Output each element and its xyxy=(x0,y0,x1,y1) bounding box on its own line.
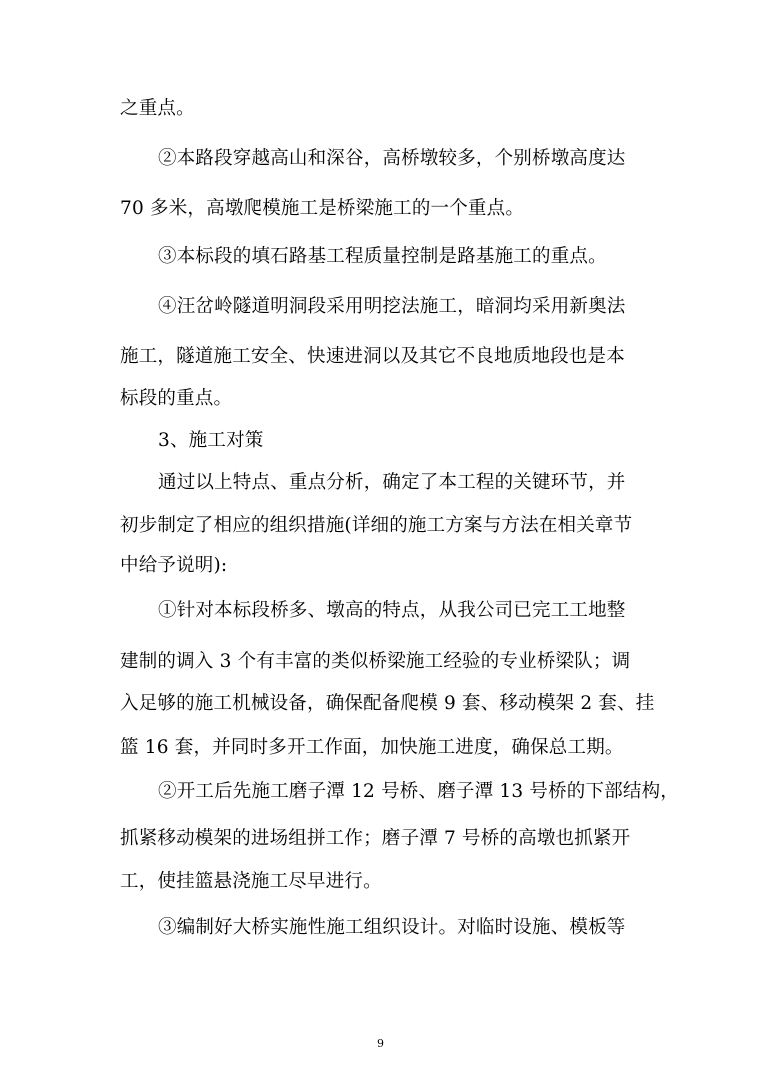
text-line: ④汪岔岭隧道明洞段采用明挖法施工，暗洞均采用新奥法 xyxy=(158,296,626,317)
text-line: 标段的重点。 xyxy=(120,388,233,409)
text-line: 抓紧移动模架的进场组拼工作；磨子潭 7 号桥的高墩也抓紧开 xyxy=(120,828,631,849)
text-line: 初步制定了相应的组织措施(详细的施工方案与方法在相关章节 xyxy=(120,515,633,536)
page-number: 9 xyxy=(377,1037,384,1050)
text-line: ②本路段穿越高山和深谷，高桥墩较多，个别桥墩高度达 xyxy=(158,148,626,169)
text-line: 工，使挂篮悬浇施工尽早进行。 xyxy=(120,871,382,892)
text-line: 建制的调入 3 个有丰富的类似桥梁施工经验的专业桥梁队；调 xyxy=(120,651,631,672)
text-line: 施工，隧道施工安全、快速进洞以及其它不良地质地段也是本 xyxy=(120,346,625,367)
text-line: 之重点。 xyxy=(120,98,195,119)
text-line: 篮 16 套，并同时多开工作面，加快施工进度，确保总工期。 xyxy=(120,737,624,758)
text-line: 通过以上特点、重点分析，确定了本工程的关键环节，并 xyxy=(158,472,626,493)
text-line: 入足够的施工机械设备，确保配备爬模 9 套、移动模架 2 套、挂 xyxy=(120,693,655,714)
text-line: ②开工后先施工磨子潭 12 号桥、磨子潭 13 号桥的下部结构， xyxy=(158,781,680,802)
section-heading: 3、施工对策 xyxy=(158,430,264,451)
text-line: ③编制好大桥实施性施工组织设计。对临时设施、模板等 xyxy=(158,917,626,938)
text-line: 中给予说明): xyxy=(120,555,228,576)
text-line: 70 多米，高墩爬模施工是桥梁施工的一个重点。 xyxy=(120,198,525,219)
text-line: ①针对本标段桥多、墩高的特点，从我公司已完工工地整 xyxy=(158,600,626,621)
text-line: ③本标段的填石路基工程质量控制是路基施工的重点。 xyxy=(158,246,607,267)
